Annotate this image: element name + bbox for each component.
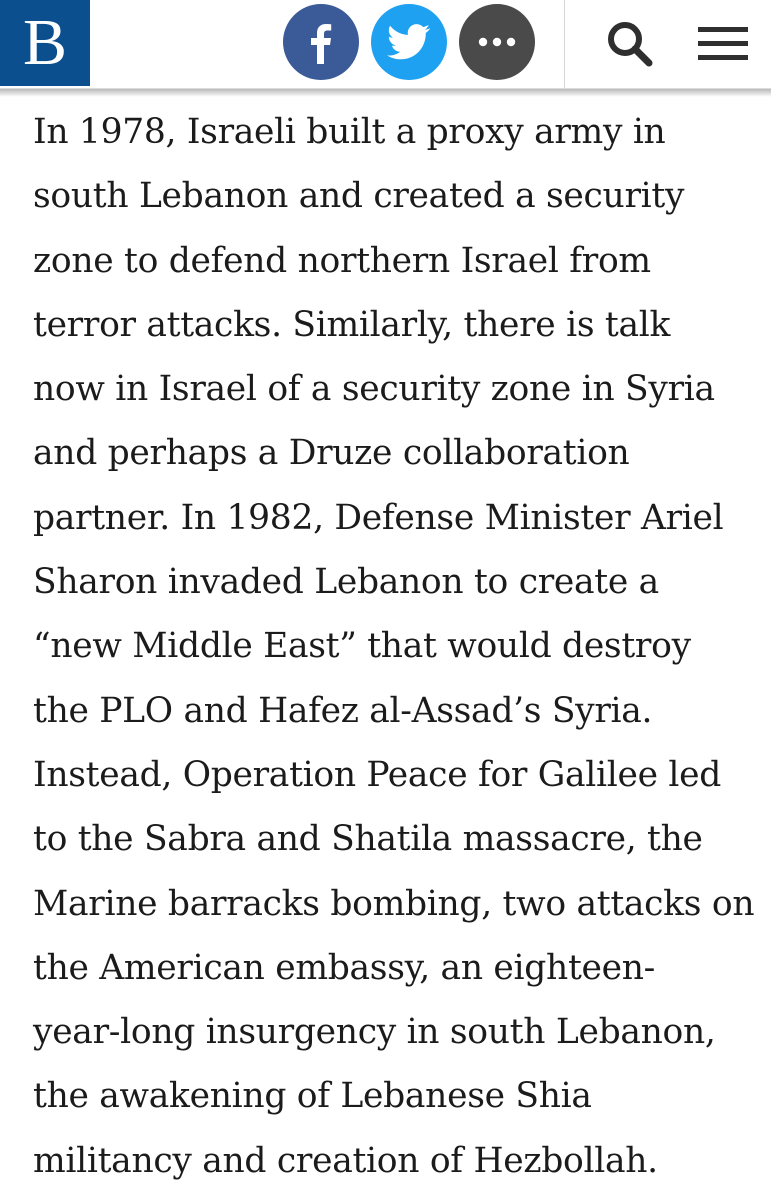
article-line: “new Middle East” that would destroy [33, 626, 691, 667]
header-divider [564, 0, 565, 88]
article-line: the PLO and Hafez al-Assad’s Syria. [33, 690, 653, 731]
article-line: Marine barracks bombing, two attacks on [33, 883, 755, 924]
article-line: and perhaps a Druze collaboration [33, 433, 630, 474]
site-logo[interactable]: B [0, 0, 90, 86]
facebook-share-button[interactable] [283, 4, 359, 80]
article-line: partner. In 1982, Defense Minister Ariel [33, 497, 724, 538]
article-line: Instead, Operation Peace for Galilee led [33, 754, 722, 795]
article-line: the American embassy, an eighteen- [33, 947, 656, 988]
twitter-icon [387, 24, 431, 60]
article-line: zone to defend northern Israel from [33, 240, 651, 281]
more-dots-icon [477, 37, 517, 47]
article-line: south Lebanon and created a security [33, 176, 685, 217]
search-icon [605, 19, 655, 69]
article-line: militancy and creation of Hezbollah. [33, 1140, 658, 1181]
article-line: year-long insurgency in south Lebanon, [33, 1012, 716, 1053]
article-line: now in Israel of a security zone in Syria [33, 369, 715, 410]
header-shadow [0, 89, 771, 97]
hamburger-menu-icon [698, 24, 748, 64]
article-line: terror attacks. Similarly, there is talk [33, 304, 671, 345]
top-navigation-bar [0, 0, 771, 89]
article-line: In 1978, Israeli built a proxy army in [33, 112, 666, 152]
menu-button[interactable] [693, 14, 753, 74]
facebook-icon [301, 20, 341, 64]
article-paragraph [33, 100, 755, 1193]
search-button[interactable] [600, 14, 660, 74]
article-line: Sharon invaded Lebanon to create a [33, 562, 659, 603]
article-line: the awakening of Lebanese Shia [33, 1076, 592, 1117]
more-share-options-button[interactable] [459, 4, 535, 80]
twitter-share-button[interactable] [371, 4, 447, 80]
article-line: to the Sabra and Shatila massacre, the [33, 819, 703, 860]
